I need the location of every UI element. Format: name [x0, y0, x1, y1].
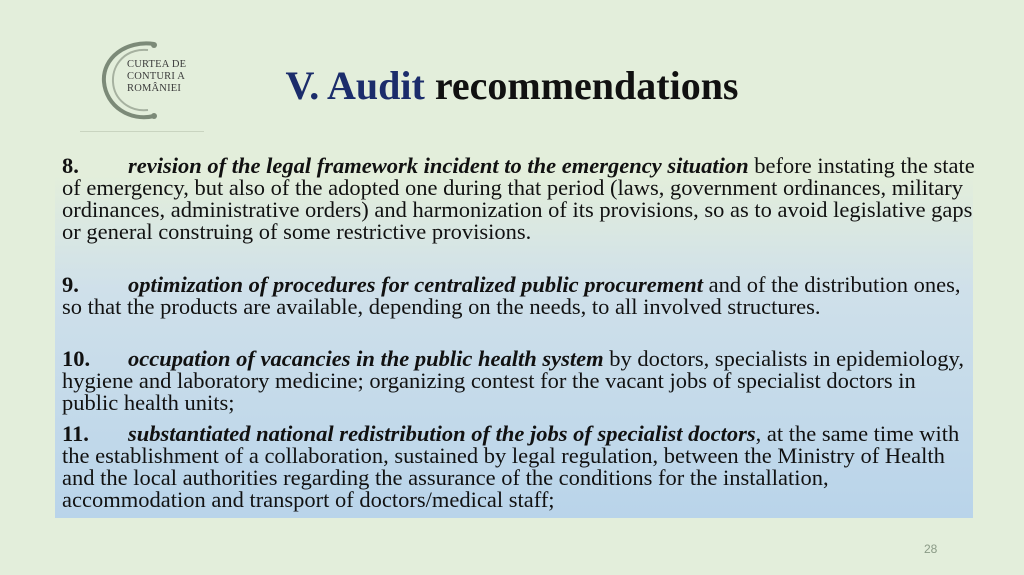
recommendation-heading: optimization of procedures for centralized public procurement	[128, 272, 704, 297]
recommendation-text: and of the distribution ones, so that the products are available, depending on the needs, to all involved structures.	[62, 272, 961, 319]
recommendation-heading: occupation of vacancies in the public health system	[128, 346, 604, 371]
recommendation-item	[62, 274, 977, 318]
recommendation-number: 9.	[62, 272, 79, 297]
logo-line-3: ROMÂNIEI	[127, 83, 182, 94]
recommendation-text: , at the same time with the establishment of a collaboration, sustained by legal regulation, between the Ministry of Health and the local authorities regarding the assurance of the conditions for the installation, accommodation and transport of doctors/medical staff;	[62, 421, 960, 512]
page-number: 28	[924, 542, 938, 556]
title-rest: recommendations	[434, 63, 739, 108]
logo-line-2: CONTURI A	[127, 71, 186, 82]
recommendation-item	[62, 348, 977, 414]
recommendation-item	[62, 155, 977, 243]
title-accent: V. Audit	[285, 63, 425, 108]
recommendation-heading: revision of the legal framework incident to the emergency situation	[128, 153, 749, 178]
recommendation-number: 10.	[62, 346, 91, 371]
recommendation-number: 11.	[62, 421, 89, 446]
slide-title	[0, 62, 1024, 110]
recommendation-item	[62, 423, 977, 511]
recommendation-number: 8.	[62, 153, 79, 178]
recommendation-heading: substantiated national redistribution of the jobs of specialist doctors	[128, 421, 756, 446]
recommendation-text: before instating the state of emergency, but also of the adopted one during that period (laws, government ordinances, military ordinances, administrative orders) and harmonization of its provisions, so as to avoid legislative gaps or general construing of some restrictive provisions.	[62, 153, 975, 244]
recommendations-panel	[55, 150, 973, 518]
logo-divider	[80, 131, 204, 132]
logo-line-1: CURTEA DE	[127, 59, 187, 70]
recommendation-text: by doctors, specialists in epidemiology, hygiene and laboratory medicine; organizing contest for the vacant jobs of specialist doctors in public health units;	[62, 346, 964, 415]
